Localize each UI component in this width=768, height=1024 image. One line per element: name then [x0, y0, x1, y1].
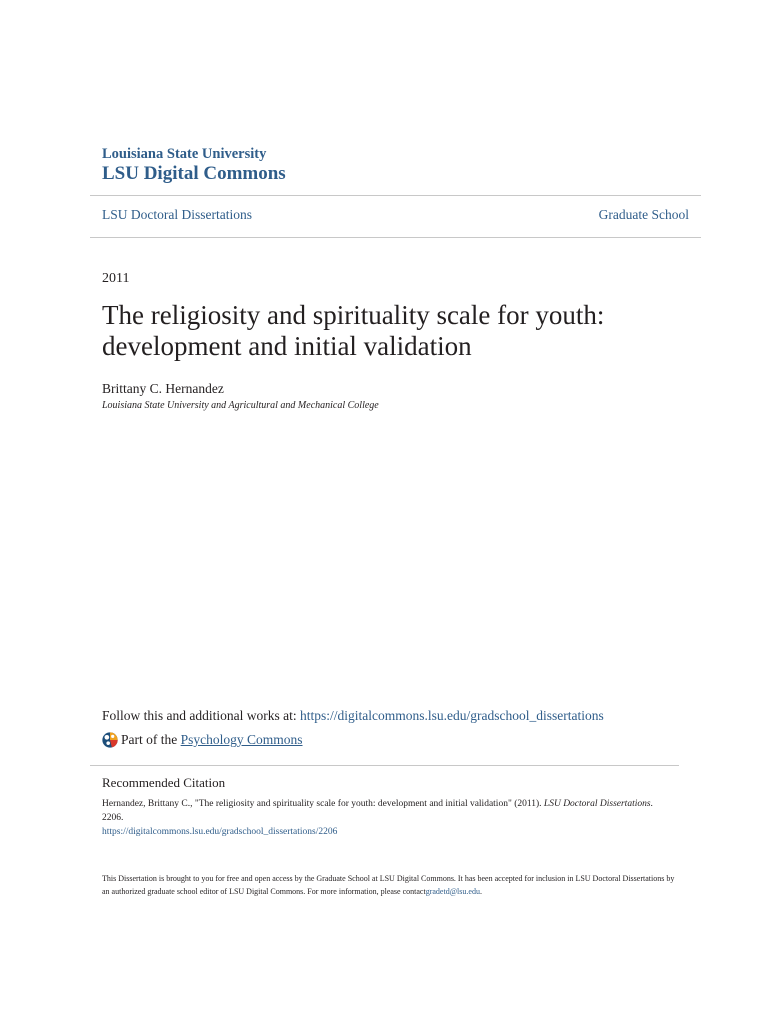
author-name: Brittany C. Hernandez [102, 381, 224, 396]
part-of-line [102, 731, 303, 749]
paper-title: The religiosity and spirituality scale for youth: development and initial validation [102, 300, 605, 361]
divider-nav [90, 237, 701, 238]
citation-body [102, 797, 672, 839]
institution-header [102, 146, 286, 185]
citation-number: . 2206. [102, 799, 653, 823]
repository-name[interactable]: LSU Digital Commons [102, 163, 286, 184]
divider-citation [90, 765, 679, 766]
notice-text: This Dissertation is brought to you for free and open access by the Graduate School at LSU Digital Commons. It has been accepted for inclusion in LSU Doctoral Dissertations by an authorized graduate school editor of LSU Digital Commons. For more information, please contact [102, 874, 675, 896]
discipline-link[interactable]: Psychology Commons [180, 732, 303, 747]
contact-email-link[interactable]: gradetd@lsu.edu [425, 887, 480, 896]
citation-text: Hernandez, Brittany C., "The religiosity and spirituality scale for youth: development and initial validation" (2011). [102, 799, 544, 809]
author-affiliation: Louisiana State University and Agricultural and Mechanical College [102, 400, 379, 411]
follow-label: Follow this and additional works at: [102, 708, 300, 723]
citation-series: LSU Doctoral Dissertations [543, 799, 651, 809]
series-link[interactable]: LSU Doctoral Dissertations [102, 207, 252, 222]
collection-link[interactable]: https://digitalcommons.lsu.edu/gradschool_dissertations [300, 708, 604, 723]
publication-year: 2011 [102, 271, 130, 286]
follow-line [102, 708, 604, 724]
citation-url-link[interactable]: https://digitalcommons.lsu.edu/gradschool_dissertations/2206 [102, 827, 338, 837]
notice-end: . [479, 887, 482, 896]
university-name: Louisiana State University [102, 146, 267, 162]
school-link[interactable]: Graduate School [598, 207, 689, 222]
citation-heading: Recommended Citation [102, 775, 226, 790]
commons-network-icon [101, 731, 119, 749]
access-notice [102, 872, 677, 898]
divider-top [90, 195, 701, 196]
part-of-label: Part of the [121, 732, 178, 747]
